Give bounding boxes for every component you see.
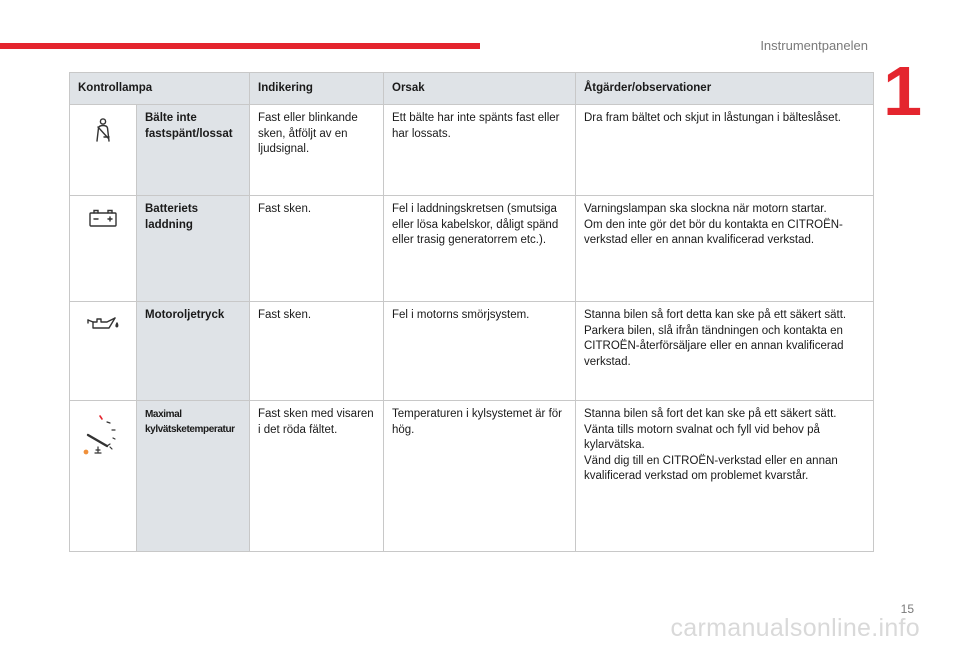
lamp-name: Batteriets laddning — [137, 196, 250, 302]
oil-can-icon — [70, 302, 137, 401]
lamp-cause: Ett bälte har inte spänts fast eller har lossats. — [384, 105, 576, 196]
watermark: carmanualsonline.info — [670, 614, 920, 642]
lamp-indication: Fast eller blinkande sken, åtföljt av en ljudsignal. — [250, 105, 384, 196]
table-row — [70, 105, 874, 196]
warning-lamps-table — [69, 72, 874, 552]
lamp-action — [576, 302, 874, 401]
table-row — [70, 302, 874, 401]
lamp-action — [576, 401, 874, 552]
lamp-name: Maximal kylvätsketemperatur — [137, 401, 250, 552]
lamp-cause: Fel i motorns smörjsystem. — [384, 302, 576, 401]
action-text: Om den inte gör det bör du kontakta en CITROËN-verkstad eller en annan kvalificerad verkstad. — [584, 218, 843, 246]
lamp-action — [576, 105, 874, 196]
accent-bar — [0, 43, 480, 49]
action-text: Stanna bilen så fort det kan ske på ett säkert sätt. — [584, 408, 837, 420]
battery-icon — [70, 196, 137, 302]
header-kontrollampa: Kontrollampa — [70, 73, 250, 105]
action-text: Stanna bilen så fort detta kan ske på ett säkert sätt. — [584, 309, 847, 321]
table-header-row — [70, 73, 874, 105]
lamp-cause: Fel i laddningskretsen (smutsiga eller lösa kabelskor, dåligt spänd eller trasig generatorrem etc.). — [384, 196, 576, 302]
chapter-number: 1 — [883, 52, 922, 130]
section-title: Instrumentpanelen — [760, 38, 868, 53]
seatbelt-icon — [70, 105, 137, 196]
lamp-action — [576, 196, 874, 302]
header-orsak: Orsak — [384, 73, 576, 105]
lamp-name: Bälte inte fastspänt/lossat — [137, 105, 250, 196]
action-text: Varningslampan ska slockna när motorn startar. — [584, 203, 827, 215]
header-indikering: Indikering — [250, 73, 384, 105]
action-text: Vänta tills motorn svalnat och fyll vid behov på kylarvätska. — [584, 423, 820, 451]
lamp-name: Motoroljetryck — [137, 302, 250, 401]
table-row — [70, 401, 874, 552]
page-number: 15 — [900, 602, 914, 616]
lamp-cause: Temperaturen i kylsystemet är för hög. — [384, 401, 576, 552]
action-text: Parkera bilen, slå ifrån tändningen och kontakta en CITROËN-återförsäljare eller en annan kvalificerad verkstad. — [584, 324, 844, 368]
lamp-indication: Fast sken med visaren i det röda fältet. — [250, 401, 384, 552]
lamp-indication: Fast sken. — [250, 196, 384, 302]
action-text: Dra fram bältet och skjut in låstungan i bälteslåset. — [584, 112, 841, 124]
action-text: Vänd dig till en CITROËN-verkstad eller en annan kvalificerad verkstad om problemet kvarstår. — [584, 454, 838, 482]
coolant-temperature-gauge-icon — [70, 401, 137, 552]
header-atgarder: Åtgärder/observationer — [576, 73, 874, 105]
table-row — [70, 196, 874, 302]
lamp-indication: Fast sken. — [250, 302, 384, 401]
